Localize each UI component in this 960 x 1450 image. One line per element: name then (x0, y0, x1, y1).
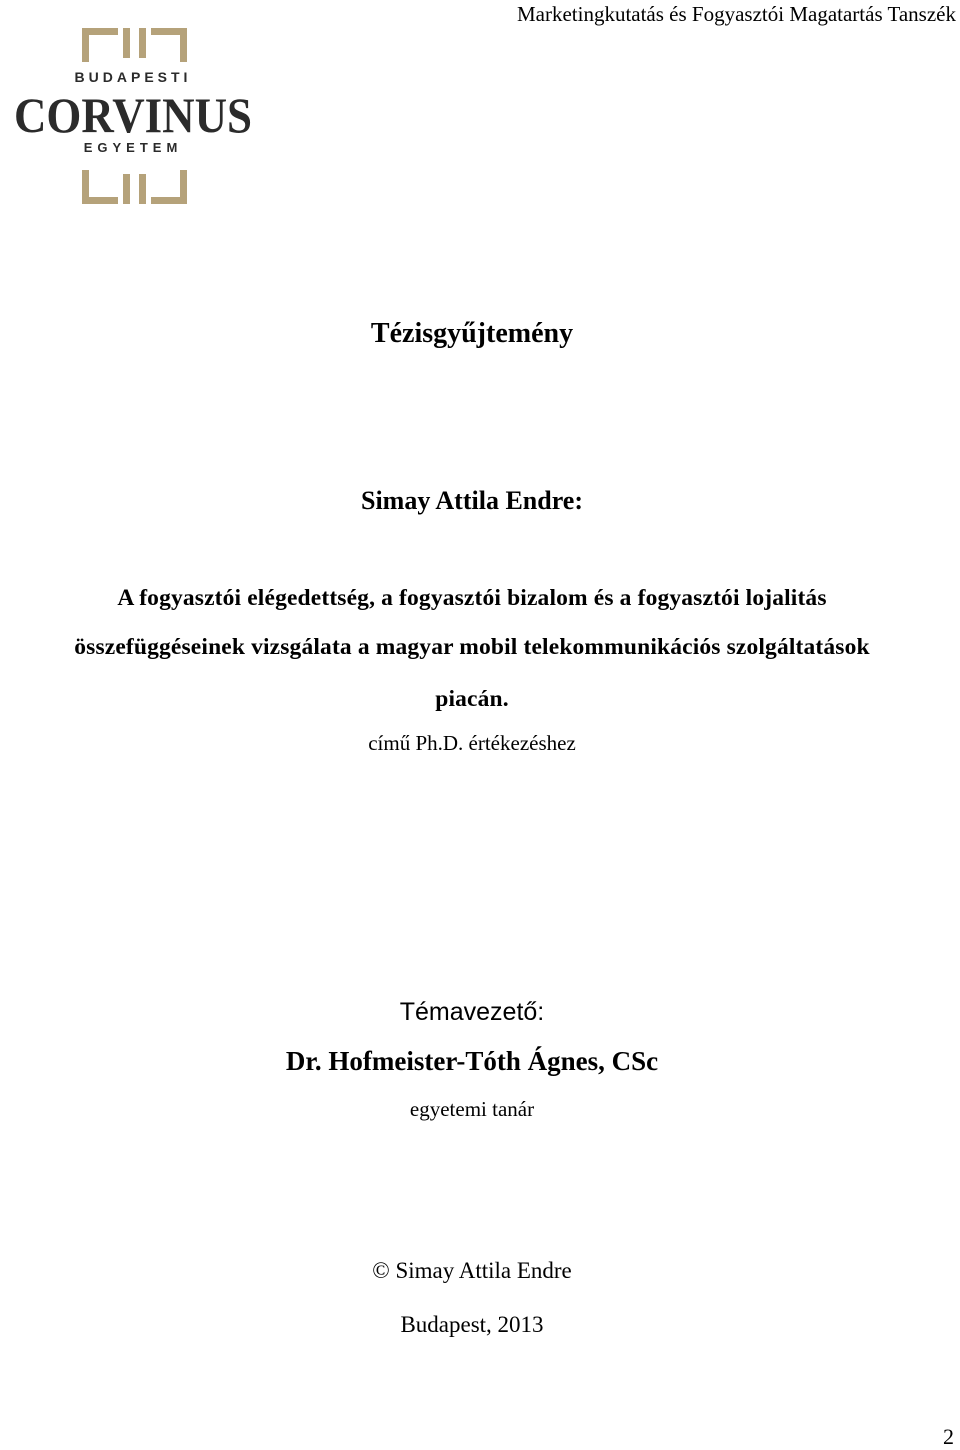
thesis-title-line-1: A fogyasztói elégedettség, a fogyasztói bizalom és a fogyasztói lojalitás (117, 585, 827, 611)
thesis-type-note: című Ph.D. értékezéshez (368, 731, 576, 755)
author-name: Simay Attila Endre: (361, 486, 583, 515)
thesis-title-line-3: piacán. (435, 686, 509, 712)
department-header: Marketingkutatás és Fogyasztói Magatartás Tanszék (516, 2, 956, 26)
copyright-notice: © Simay Attila Endre (372, 1258, 572, 1283)
supervisor-name: Dr. Hofmeister-Tóth Ágnes, CSc (285, 1046, 659, 1076)
thesis-title-line-2: összefüggéseinek vizsgálata a magyar mobil telekommunikációs szolgáltatások (74, 634, 870, 660)
logo-line-1: BUDAPESTI (74, 69, 192, 85)
supervisor-label: Témavezető: (399, 998, 545, 1026)
corvinus-university-logo (12, 28, 254, 204)
page-number: 2 (943, 1424, 954, 1449)
logo-line-3: EGYETEM (83, 140, 183, 155)
supervisor-role: egyetemi tanár (409, 1097, 535, 1121)
place-and-year: Budapest, 2013 (400, 1312, 544, 1337)
document-title: Tézisgyűjtemény (370, 318, 574, 349)
logo-line-2: CORVINUS (14, 87, 252, 143)
